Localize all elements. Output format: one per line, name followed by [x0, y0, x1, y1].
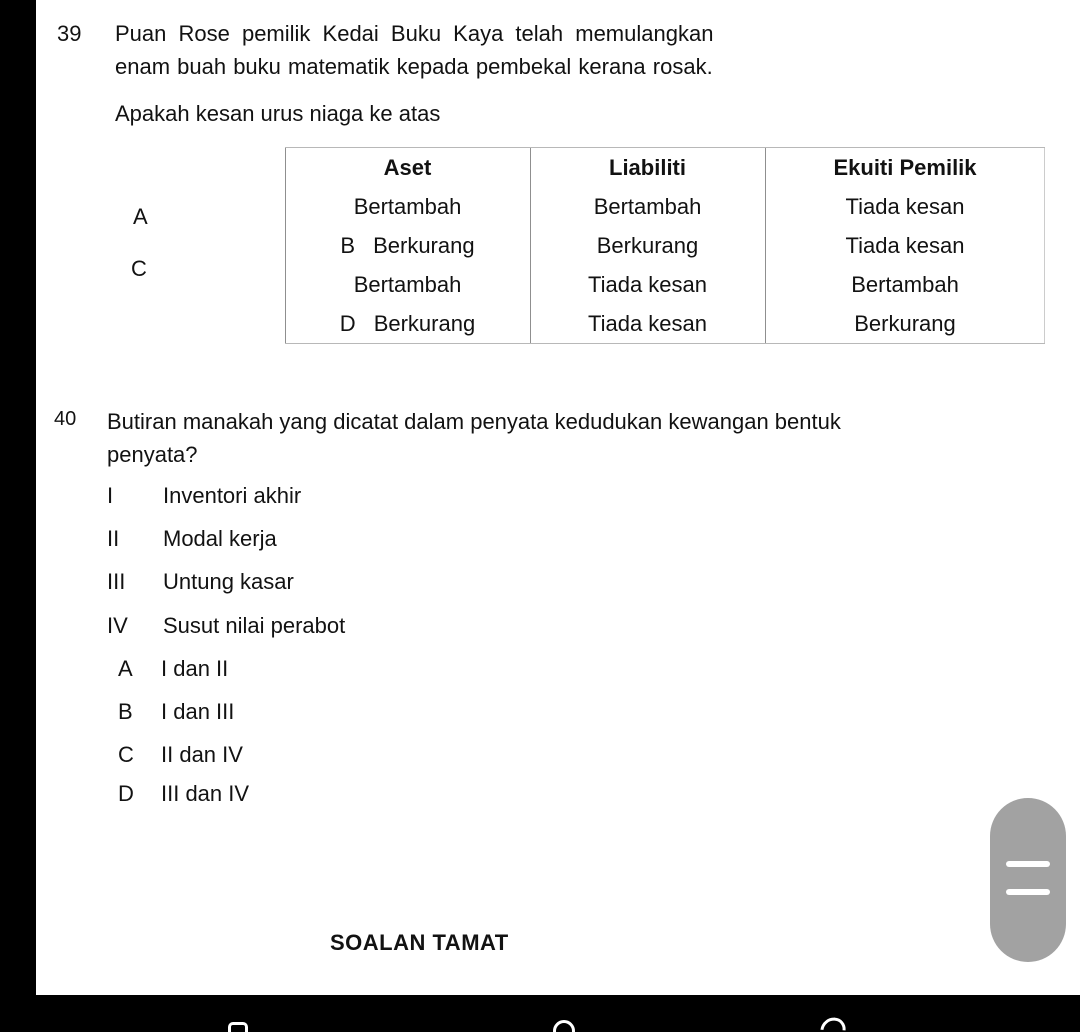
table-cell [765, 187, 1045, 226]
answer-option-b [118, 701, 234, 723]
roman-numeral: III [107, 569, 126, 594]
statement-item-1 [107, 485, 301, 507]
option-label-c-outside: C [131, 256, 147, 281]
answer-option-a [118, 658, 228, 680]
cropped-arc-icon[interactable] [815, 1012, 850, 1032]
answer-effect-table [285, 147, 1045, 344]
option-letter: B [118, 699, 133, 724]
option-text: I dan II [161, 656, 229, 681]
option-label-a-outside: A [133, 204, 148, 229]
left-edge-bar [0, 0, 36, 1032]
table-vertical-line [530, 148, 531, 343]
table-cell [530, 187, 765, 226]
cell-text: Bertambah [353, 193, 462, 219]
question-39-number: 39 [57, 21, 82, 46]
item-text: Susut nilai perabot [163, 613, 346, 638]
cropped-square-icon[interactable] [228, 1022, 248, 1032]
table-cell [765, 265, 1045, 304]
answer-option-d [118, 783, 249, 805]
end-of-questions-label: SOALAN TAMAT [330, 930, 509, 955]
question-40-text-line1: Butiran manakah yang dicatat dalam penyata kedudukan kewangan bentuk [107, 409, 841, 434]
table-cell [285, 226, 530, 265]
table-cell [285, 265, 530, 304]
option-text: II dan IV [161, 742, 243, 767]
statement-item-4 [107, 615, 345, 637]
question-40-number: 40 [54, 408, 77, 430]
table-cell [530, 304, 765, 343]
table-header-liabiliti: Liabiliti [609, 154, 686, 180]
statement-item-3 [107, 571, 294, 593]
question-39-text-line1: Puan Rose pemilik Kedai Buku Kaya telah memulangkan [115, 21, 714, 46]
roman-numeral: I [107, 483, 114, 508]
cell-text: Berkurang [373, 310, 476, 336]
question-39-text-line2: enam buah buku matematik kepada pembekal kerana rosak. [115, 54, 713, 79]
table-cell [765, 226, 1045, 265]
roman-numeral: IV [107, 613, 128, 638]
table-cell [765, 304, 1045, 343]
option-text: III dan IV [161, 781, 250, 806]
table-vertical-line [765, 148, 766, 343]
statement-item-2 [107, 528, 277, 550]
cell-text: Tiada kesan [587, 310, 708, 336]
cell-text: Bertambah [353, 271, 462, 297]
scroll-handle[interactable] [990, 798, 1066, 962]
option-text: I dan III [161, 699, 235, 724]
roman-numeral: II [107, 526, 120, 551]
table-header-ekuiti-pemilik: Ekuiti Pemilik [833, 154, 977, 180]
cell-text: Tiada kesan [587, 271, 708, 297]
cell-text: Tiada kesan [845, 193, 965, 219]
cell-text: Berkurang [596, 232, 699, 258]
cell-text: Bertambah [851, 271, 959, 297]
option-letter: D [118, 781, 134, 806]
table-cell [530, 265, 765, 304]
answer-option-c [118, 744, 243, 766]
item-text: Inventori akhir [163, 483, 302, 508]
table-cell [285, 187, 530, 226]
cell-text: Bertambah [593, 193, 702, 219]
table-vertical-line [1044, 148, 1045, 343]
cropped-circle-icon[interactable] [553, 1020, 575, 1032]
handle-line-icon [1006, 889, 1050, 895]
cell-text: Berkurang [373, 232, 475, 258]
option-letter: C [118, 742, 134, 767]
table-header-aset: Aset [383, 154, 432, 180]
question-39-prompt: Apakah kesan urus niaga ke atas [115, 101, 441, 126]
row-option-letter: D [339, 310, 356, 336]
row-option-letter: B [340, 232, 356, 258]
item-text: Modal kerja [163, 526, 277, 551]
handle-line-icon [1006, 861, 1050, 867]
option-letter: A [118, 656, 133, 681]
table-cell [285, 304, 530, 343]
table-cell [530, 226, 765, 265]
cell-text: Berkurang [854, 310, 956, 336]
item-text: Untung kasar [163, 569, 294, 594]
table-vertical-line [285, 148, 286, 343]
question-40-text-line2: penyata? [107, 442, 198, 467]
bottom-toolbar [0, 995, 1080, 1032]
cell-text: Tiada kesan [845, 232, 965, 258]
